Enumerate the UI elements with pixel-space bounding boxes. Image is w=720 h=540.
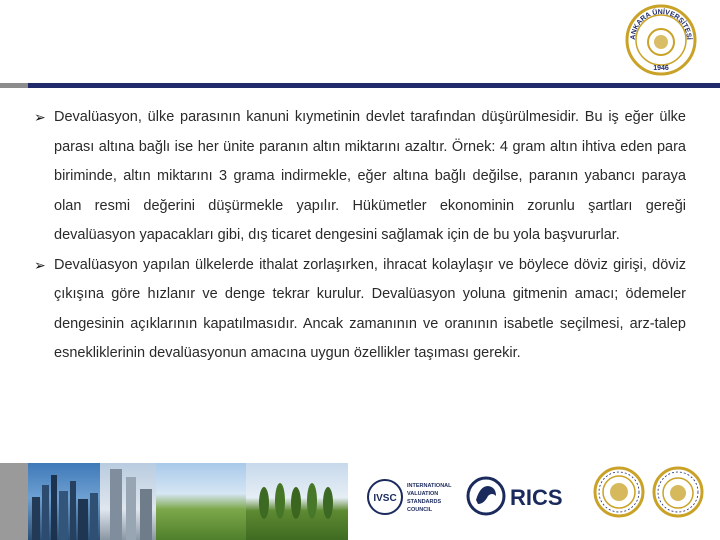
- header-divider-blue: [28, 83, 720, 88]
- header-divider-grey: [0, 83, 28, 88]
- arrow-bullet-icon: ➢: [34, 256, 46, 273]
- bullet-item: [34, 251, 686, 369]
- ivsc-text-line: INTERNATIONAL: [407, 483, 452, 489]
- ivsc-mark: IVSC: [373, 493, 397, 504]
- ivsc-text-line: COUNCIL: [407, 507, 433, 513]
- field-photo: [156, 463, 246, 540]
- ankara-university-seal-icon: [625, 4, 697, 76]
- seal-year: 1946: [653, 65, 669, 72]
- university-seal-icon: [593, 466, 645, 518]
- ivsc-text-line: STANDARDS: [407, 499, 442, 505]
- rics-logo: [466, 474, 578, 518]
- arrow-bullet-icon: ➢: [34, 109, 46, 125]
- seal-text-top: ANKARA ÜNİVERSİTESİ: [629, 8, 693, 41]
- bullet-text: Devalüasyon yapılan ülkelerde ithalat zorlaşırken, ihracat kolaylaşır ve böylece döviz girişi, döviz çıkışına göre hızlanır ve denge tekrar kurulur. Devalüasyon yoluna gitmenin amacı; ödemeler dengesinin açıklarının kapatılmasıdır. Ancak zamanının ve oranının isabetle seçilmesi, arz-talep esnekliklerinin devalüasyonun amacına uygun özellikler taşıması gerekir.: [54, 256, 686, 361]
- tower-photo: [100, 463, 156, 540]
- bullet-item: [34, 103, 686, 251]
- trees-photo: [246, 463, 348, 540]
- rics-wordmark: RICS: [510, 485, 563, 510]
- slide-content: [34, 103, 686, 369]
- bullet-text: Devalüasyon, ülke parasının kanuni kıymetinin devlet tarafından düşürülmesidir. Bu iş eğer ülke parası altına bağlı ise her ünite paranın altın miktarını azaltır. Örnek: 4 gram altın ihtiva eden para biriminde, altın miktarını 3 grama indirmekle, eğer altına bağlı değilse, paranın yabancı paraya olan resmi değerini düşürmekle yapılır. Hükümetler ekonominin zorunlu şartları gereği devalüasyon yapacakları gibi, dış ticaret dengesini sağlamak için de bu yola başvururlar.: [54, 109, 686, 243]
- ankara-university-seal-icon: [652, 466, 704, 518]
- city-skyline-photo: [28, 463, 100, 540]
- footer-grey-block: [0, 463, 28, 540]
- ivsc-text-line: VALUATION: [407, 491, 439, 497]
- ivsc-logo: [367, 477, 457, 517]
